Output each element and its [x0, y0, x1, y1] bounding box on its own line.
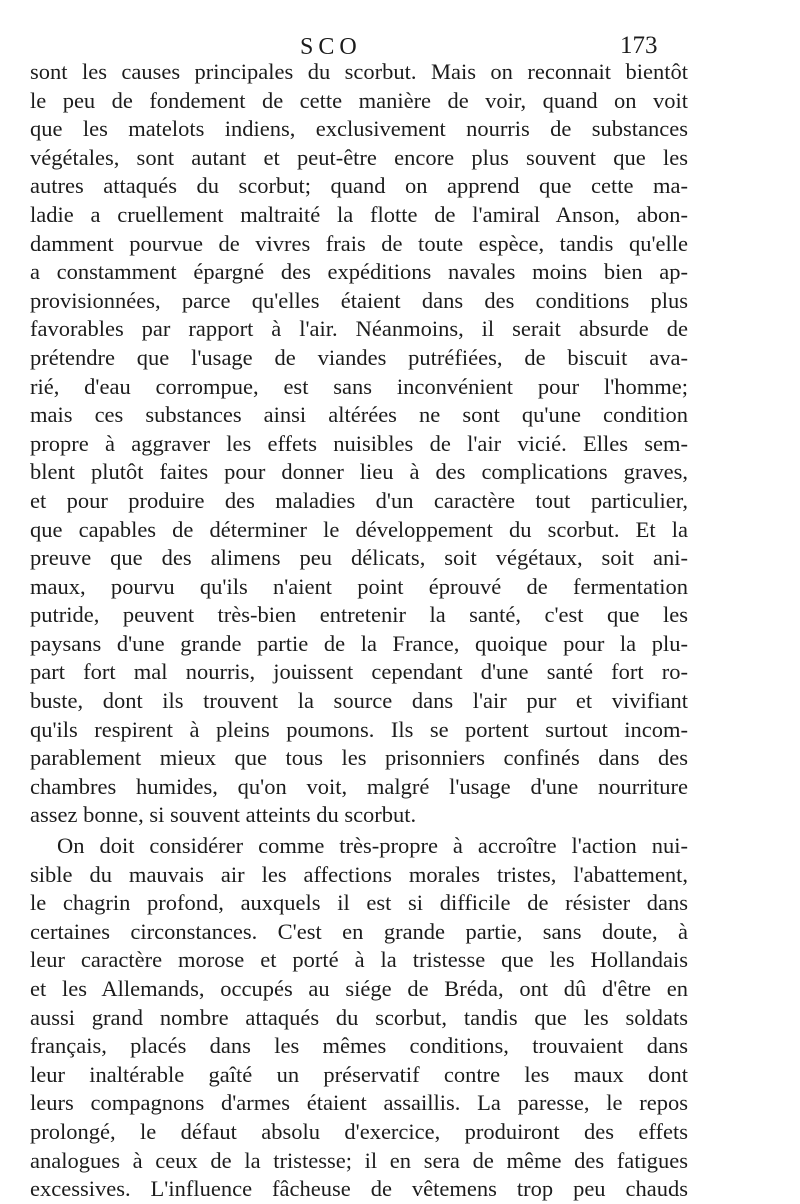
text-line: français, placés dans les mêmes conditions, trouvaient dans: [30, 1033, 688, 1059]
text-line: damment pourvue de vivres frais de toute espèce, tandis qu'elle: [30, 230, 688, 256]
text-line: mais ces substances ainsi altérées ne sont qu'une condition: [30, 402, 688, 428]
text-line: sible du mauvais air les affections morales tristes, l'abattement,: [30, 861, 688, 887]
text-line: et pour produire des maladies d'un caractère tout particulier,: [30, 487, 688, 513]
page-number: 173: [620, 32, 658, 59]
text-line: que capables de déterminer le développement du scorbut. Et la: [30, 516, 688, 542]
text-line: assez bonne, si souvent atteints du scorbut.: [30, 802, 417, 828]
text-line: le peu de fondement de cette manière de voir, quand on voit: [30, 87, 688, 113]
text-line: a constamment épargné des expéditions navales moins bien ap-: [30, 259, 688, 285]
paragraph-1: [30, 58, 688, 830]
text-line: putride, peuvent très-bien entretenir la santé, c'est que les: [30, 602, 688, 628]
text-line: maux, pourvu qu'ils n'aient point éprouvé de fermentation: [30, 573, 688, 599]
text-line: leurs compagnons d'armes étaient assaillis. La paresse, le repos: [30, 1090, 688, 1116]
text-line: leur inaltérable gaîté un préservatif contre les maux dont: [30, 1061, 688, 1087]
running-head: [0, 14, 800, 60]
text-line: que les matelots indiens, exclusivement nourris de substances: [30, 116, 688, 142]
text-line: preuve que des alimens peu délicats, soit végétaux, soit ani-: [30, 545, 688, 571]
text-line: analogues à ceux de la tristesse; il en sera de même des fatigues: [30, 1147, 688, 1173]
text-line: prolongé, le défaut absolu d'exercice, produiront des effets: [30, 1118, 688, 1144]
text-line: chambres humides, qu'on voit, malgré l'usage d'une nourriture: [30, 773, 688, 799]
text-line: blent plutôt faites pour donner lieu à des complications graves,: [30, 459, 688, 485]
text-line: certaines circonstances. C'est en grande partie, sans doute, à: [30, 918, 688, 944]
body-text: [30, 58, 688, 1204]
text-line: autres attaqués du scorbut; quand on apprend que cette ma-: [30, 173, 688, 199]
text-line: leur caractère morose et porté à la tristesse que les Hollandais: [30, 947, 688, 973]
text-line: excessives. L'influence fâcheuse de vêtemens trop peu chauds: [30, 1176, 688, 1202]
text-line: propre à aggraver les effets nuisibles de l'air vicié. Elles sem-: [30, 430, 688, 456]
text-line: favorables par rapport à l'air. Néanmoins, il serait absurde de: [30, 316, 688, 342]
text-line: rié, d'eau corrompue, est sans inconvénient pour l'homme;: [30, 373, 688, 399]
text-line: qu'ils respirent à pleins poumons. Ils se portent surtout incom-: [30, 716, 688, 742]
text-line: buste, dont ils trouvent la source dans l'air pur et vivifiant: [30, 688, 688, 714]
text-line: végétales, sont autant et peut-être encore plus souvent que les: [30, 144, 688, 170]
text-line: part fort mal nourris, jouissent cependant d'une santé fort ro-: [30, 659, 688, 685]
paragraph-2: [30, 832, 688, 1204]
text-line: On doit considérer comme très-propre à accroître l'action nui-: [57, 833, 688, 859]
text-line: sont les causes principales du scorbut. Mais on reconnait bientôt: [30, 59, 688, 84]
text-line: ladie a cruellement maltraité la flotte de l'amiral Anson, abon-: [30, 201, 688, 227]
text-line: provisionnées, parce qu'elles étaient dans des conditions plus: [30, 287, 688, 313]
text-line: paysans d'une grande partie de la France, quoique pour la plu-: [30, 630, 688, 656]
running-head-title: SCO: [300, 34, 362, 60]
text-line: le chagrin profond, auxquels il est si difficile de résister dans: [30, 890, 688, 916]
text-line: prétendre que l'usage de viandes putréfiées, de biscuit ava-: [30, 344, 688, 370]
text-line: aussi grand nombre attaqués du scorbut, tandis que les soldats: [30, 1004, 688, 1030]
text-line: et les Allemands, occupés au siége de Bréda, ont dû d'être en: [30, 976, 688, 1001]
text-line: parablement mieux que tous les prisonniers confinés dans des: [30, 745, 688, 771]
